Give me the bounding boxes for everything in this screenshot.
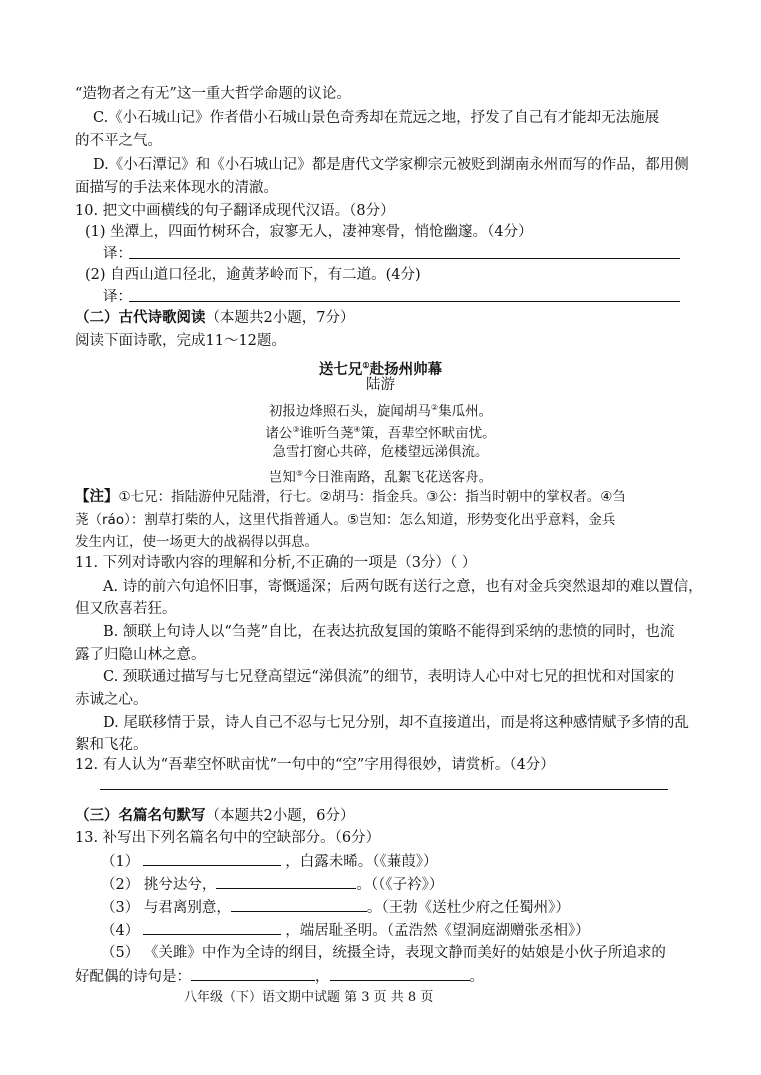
poem-title-text: 送七兄 <box>318 360 363 378</box>
section-2-heading <box>75 308 354 328</box>
poem-text: 策，吾辈空怀畎亩忧。 <box>360 425 496 442</box>
footnote-mark: ④ <box>353 425 361 434</box>
item-text: 好配偶的诗句是： <box>75 969 191 985</box>
section-title: （三）名篇名句默写 <box>75 807 206 824</box>
footnote-mark: ② <box>430 403 439 412</box>
text-line: 面描写的手法来体现水的清澈。 <box>75 180 278 196</box>
item-text: 。（王勃《送杜少府之任蜀州》） <box>366 900 570 916</box>
item-text: 。（（《子衿》） <box>356 877 444 893</box>
option-a-cont: 但又欣喜若狂。 <box>75 601 177 617</box>
fill-item-1 <box>101 851 437 872</box>
poem-text: 谁听刍荛 <box>299 425 354 442</box>
text-line: 的不平之气。 <box>75 133 162 149</box>
question-11: 11. 下列对诗歌内容的理解和分析,不正确的一项是（3分）（ ） <box>75 555 477 571</box>
option-d-line: D.《小石潭记》和《小石城山记》都是唐代文学家柳宗元被贬到湖南永州而写的作品，都用侧 <box>93 157 689 173</box>
item-number: （4） <box>101 923 140 939</box>
blank[interactable] <box>143 920 281 935</box>
section-title: （二）古代诗歌阅读 <box>75 309 206 326</box>
question-10: 10. 把文中画横线的句子翻译成现代汉语。（8分） <box>75 203 395 219</box>
answer-line[interactable] <box>129 258 680 259</box>
section-note: （本题共2小题，7分） <box>205 310 355 326</box>
option-b: B. 颔联上句诗人以“刍荛”自比，在表达抗敌复国的策略不能得到采纳的悲愤的同时，也流 <box>103 624 675 640</box>
instruction: 阅读下面诗歌，完成11～12题。 <box>75 333 286 349</box>
option-c-line: C.《小石城山记》作者借小石城山景色奇秀却在荒远之地，抒发了自己有才能却无法施展 <box>93 110 660 126</box>
translation-label: 译： <box>103 289 132 305</box>
poem-title-text: 赴扬州帅幕 <box>369 360 443 378</box>
poem-text: 初报边烽照石头，旋闻胡马 <box>268 403 431 420</box>
blank[interactable] <box>231 897 367 912</box>
item-text: （3） 与君离别意， <box>101 900 231 916</box>
poem-text: 今日淮南路，乱絮飞花送客舟。 <box>303 469 493 486</box>
poem-text: 集瓜州。 <box>438 403 493 420</box>
poem-line <box>0 464 761 488</box>
poem-text: 岂知 <box>268 469 296 486</box>
question-10-2: (2) 自西山道口径北，逾黄茅岭而下，有二道。(4分) <box>85 267 421 283</box>
fill-item-4 <box>101 920 590 941</box>
item-text: 。 <box>469 969 484 985</box>
question-13: 13. 补写出下列名篇名句中的空缺部分。（6分） <box>75 830 381 846</box>
footnote-mark: ③ <box>292 425 300 434</box>
fill-item-5: （5） 《关雎》中作为全诗的纲目，统摄全诗，表现文静而美好的姑娘是小伙子所追求的 <box>101 945 666 961</box>
blank[interactable] <box>216 874 356 889</box>
option-b-cont: 露了归隐山林之意。 <box>75 647 206 663</box>
note-line: 发生内讧，使一场更大的战祸得以弭息。 <box>75 534 318 550</box>
poem-line <box>0 398 761 422</box>
fill-item-2 <box>101 874 443 895</box>
section-3-heading <box>75 806 354 826</box>
poem-line: 急雪打窗心共碎，危楼望远涕俱流。 <box>272 444 489 460</box>
question-12: 12. 有人认为“吾辈空怀畎亩忧”一句中的“空”字用得很妙，请赏析。（4分） <box>75 757 555 773</box>
option-d: D. 尾联移情于景，诗人自己不忍与七兄分别，却不直接道出，而是将这种感情赋予多情的乱 <box>103 715 689 731</box>
fill-item-3 <box>101 897 570 918</box>
page-footer: 八年级（下）语文期中试题 第 3 页 共 8 页 <box>184 990 434 1005</box>
question-10-1: (1) 坐潭上，四面竹树环合，寂寥无人，凄神寒骨，悄怆幽邃。（4分） <box>85 224 533 240</box>
poem-author: 陆游 <box>366 377 395 393</box>
blank[interactable] <box>330 966 470 981</box>
blank[interactable] <box>143 851 281 866</box>
item-number: （1） <box>101 854 140 870</box>
poem-text: 诸公 <box>265 425 293 442</box>
option-c: C. 颈联通过描写与七兄登高望远“涕俱流”的细节，表明诗人心中对七兄的担忧和对国家的 <box>103 669 675 685</box>
option-c-cont: 赤诚之心。 <box>75 692 148 708</box>
text-line: “造物者之有无”这一重大哲学命题的议论。 <box>75 86 351 102</box>
note-line <box>75 487 626 507</box>
footnote-mark: ① <box>362 360 370 370</box>
blank[interactable] <box>191 966 315 981</box>
note-line: 荛（ráo）：割草打柴的人，这里代指普通人。⑤岂知：怎么知道，形势变化出乎意料，金兵 <box>75 512 616 528</box>
option-d-cont: 絮和飞花。 <box>75 737 148 753</box>
answer-line[interactable] <box>100 789 668 790</box>
note-label: 【注】 <box>75 488 119 505</box>
item-text: ，端居耻圣明。（孟浩然《望洞庭湖赠张丞相》） <box>285 923 590 939</box>
section-note: （本题共2小题，6分） <box>205 808 355 824</box>
item-text: ， <box>315 969 330 985</box>
answer-line[interactable] <box>129 301 680 302</box>
option-a: A. 诗的前六句追怀旧事，寄慨遥深；后两句既有送行之意，也有对金兵突然退却的难以置信， <box>103 579 703 595</box>
item-text: （2） 挑兮达兮， <box>101 877 217 893</box>
item-text: ，白露未晞。（《蒹葭》） <box>285 854 438 870</box>
note-text: ①七兄：指陆游仲兄陆滑，行七。②胡马：指金兵。③公：指当时朝中的掌权者。④刍 <box>118 489 626 505</box>
translation-label: 译： <box>103 246 132 262</box>
fill-item-5-cont <box>75 966 484 987</box>
footnote-mark: ⑤ <box>295 469 304 478</box>
poem-line <box>0 420 761 444</box>
